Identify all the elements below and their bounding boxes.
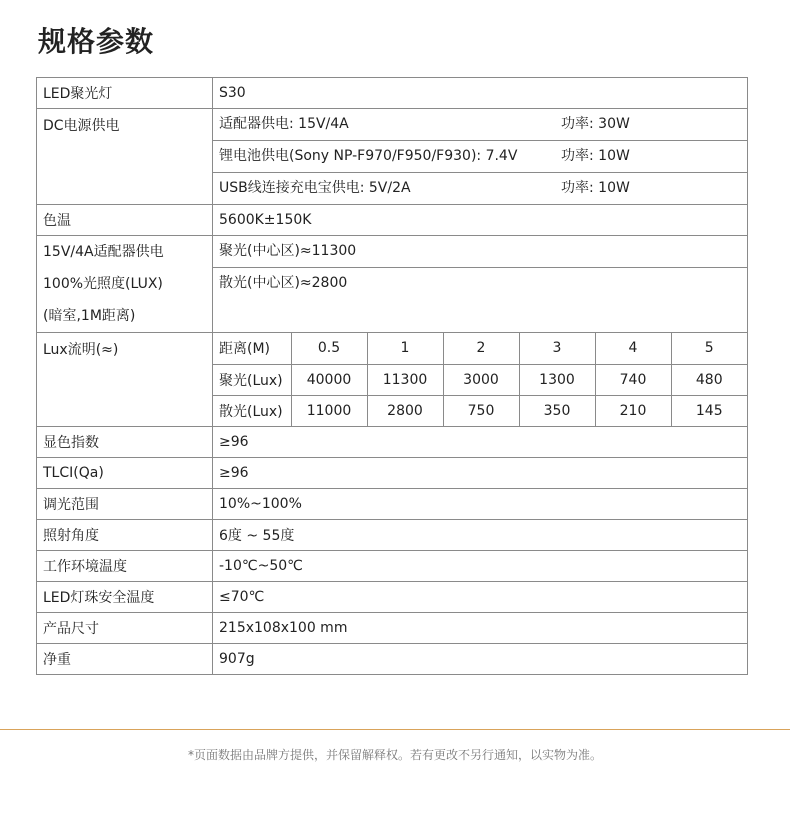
spec-label: Lux流明(≈) — [37, 333, 213, 427]
lux-cell: 145 — [671, 395, 747, 426]
spec-row-env-temp — [37, 551, 748, 582]
lux-cell: 聚光(Lux) — [213, 364, 291, 395]
spec-label: 产品尺寸 — [37, 613, 213, 644]
spec-row-lux-center — [37, 236, 748, 333]
lux-cell: 1300 — [519, 364, 595, 395]
lux-cell: 750 — [443, 395, 519, 426]
spec-value: ≥96 — [213, 427, 748, 458]
lux-cell: 1 — [367, 333, 443, 364]
power-source: USB线连接充电宝供电: 5V/2A — [219, 180, 411, 196]
spec-label: 色温 — [37, 205, 213, 236]
page-title: 规格参数 — [38, 25, 155, 58]
power-line — [213, 141, 747, 173]
spec-row-size — [37, 613, 748, 644]
spec-row-weight — [37, 644, 748, 675]
spec-label: 照射角度 — [37, 520, 213, 551]
lux-cell: 210 — [595, 395, 671, 426]
power-source: 适配器供电: 15V/4A — [219, 116, 349, 132]
spec-row-angle — [37, 520, 748, 551]
spec-label: 调光范围 — [37, 489, 213, 520]
lux-cell: 2 — [443, 333, 519, 364]
spec-row-model — [37, 78, 748, 109]
disclaimer-footnote: *页面数据由品牌方提供，并保留解释权。若有更改不另行通知，以实物为准。 — [187, 748, 602, 762]
lux-cell: 3000 — [443, 364, 519, 395]
lux-cell: 11000 — [291, 395, 367, 426]
label-line: 15V/4A适配器供电 — [43, 244, 164, 260]
lux-distance-table — [213, 333, 747, 426]
label-line: (暗室,1M距离) — [43, 308, 136, 324]
footer-divider — [0, 729, 790, 730]
spec-value: -10℃~50℃ — [213, 551, 748, 582]
spec-row-power — [37, 109, 748, 205]
spec-label: LED聚光灯 — [37, 78, 213, 109]
spec-row-led-temp — [37, 582, 748, 613]
power-line — [213, 109, 747, 141]
spec-label: DC电源供电 — [37, 109, 213, 205]
lux-cell: 0.5 — [291, 333, 367, 364]
lux-cell: 距离(M) — [213, 333, 291, 364]
spec-label: 显色指数 — [37, 427, 213, 458]
lux-spot-row — [213, 364, 747, 395]
lux-cell: 740 — [595, 364, 671, 395]
spec-value: 5600K±150K — [213, 205, 748, 236]
spec-table — [36, 77, 748, 675]
spec-label: TLCI(Qa) — [37, 458, 213, 489]
lux-flood-center: 散光(中心区)≈2800 — [219, 275, 348, 291]
spec-label: 工作环境温度 — [37, 551, 213, 582]
lux-cell: 散光(Lux) — [219, 403, 283, 420]
spec-value: 6度 ~ 55度 — [213, 520, 748, 551]
lux-cell: 3 — [519, 333, 595, 364]
spec-row-tlci — [37, 458, 748, 489]
spec-value: ≤70℃ — [213, 582, 748, 613]
lux-header-row — [213, 333, 747, 364]
lux-cell: 5 — [671, 333, 747, 364]
spec-label: LED灯珠安全温度 — [37, 582, 213, 613]
lux-cell: 4 — [595, 333, 671, 364]
spec-row-cct — [37, 205, 748, 236]
spec-label: 净重 — [37, 644, 213, 675]
power-rating: 功率: 10W — [561, 180, 630, 196]
spec-value: 10%~100% — [213, 489, 748, 520]
lux-cell: 2800 — [367, 395, 443, 426]
lux-cell: 40000 — [291, 364, 367, 395]
spec-label — [37, 236, 213, 333]
lux-spot-center: 聚光(中心区)≈11300 — [213, 236, 747, 268]
spec-value: S30 — [213, 78, 748, 109]
spec-row-lux-table — [37, 333, 748, 427]
spec-value: 907g — [213, 644, 748, 675]
power-rating: 功率: 30W — [561, 116, 630, 132]
lux-cell: 480 — [671, 364, 747, 395]
lux-flood-row — [213, 395, 747, 426]
spec-value: 215x108x100 mm — [213, 613, 748, 644]
lux-cell: 350 — [519, 395, 595, 426]
spec-value: ≥96 — [213, 458, 748, 489]
spec-row-cri — [37, 427, 748, 458]
label-line: 100%光照度(LUX) — [43, 276, 163, 292]
lux-cell: 11300 — [367, 364, 443, 395]
power-source: 锂电池供电(Sony NP-F970/F950/F930): 7.4V — [219, 148, 518, 164]
spec-row-dimming — [37, 489, 748, 520]
power-rating: 功率: 10W — [561, 148, 630, 164]
power-line — [213, 173, 747, 204]
